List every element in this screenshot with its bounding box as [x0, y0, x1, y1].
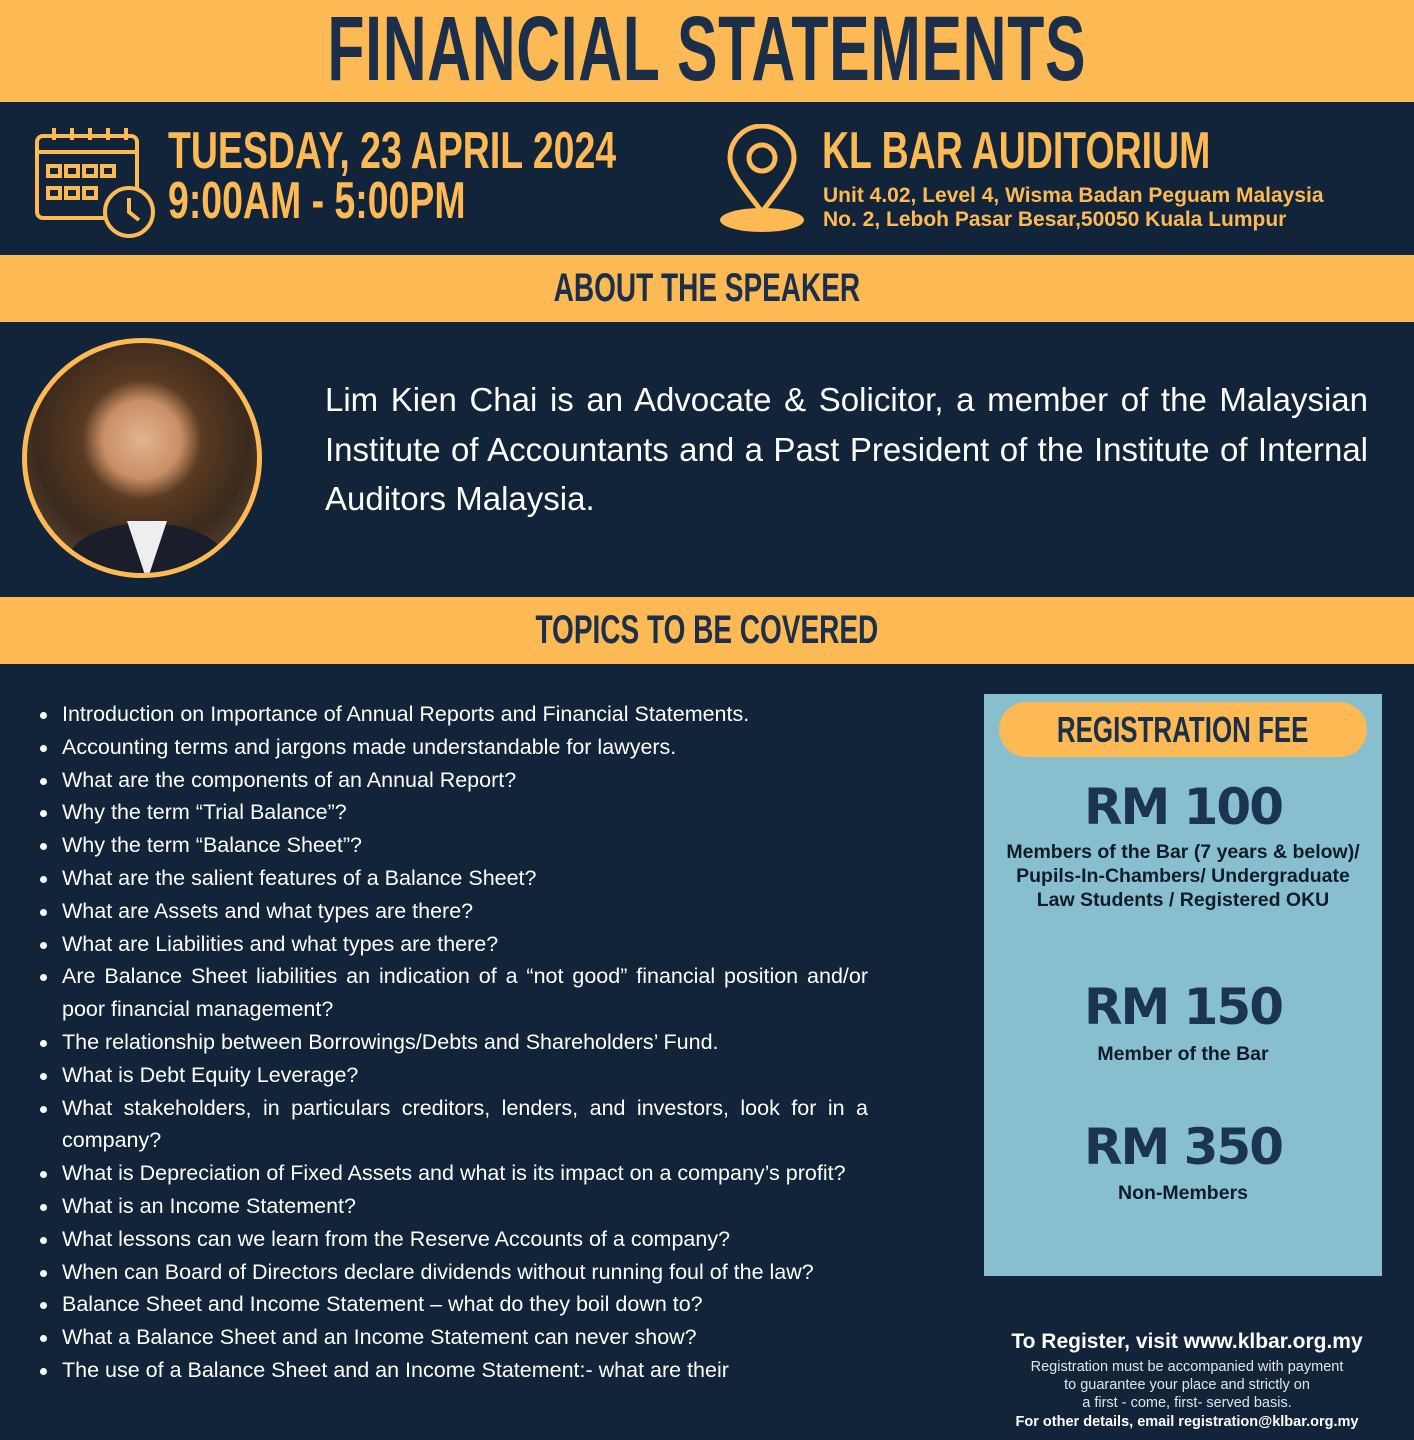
speaker-photo — [22, 338, 262, 578]
topic-item: What are Assets and what types are there? — [38, 895, 868, 928]
topic-item: What is Debt Equity Leverage? — [38, 1059, 868, 1092]
calendar-icon — [34, 124, 158, 240]
topic-item: What are Liabilities and what types are there? — [38, 928, 868, 961]
topic-item: What a Balance Sheet and an Income Statement can never show? — [38, 1321, 868, 1354]
fee-desc: Non-Members — [1117, 1182, 1249, 1204]
registration-fee-panel — [984, 694, 1382, 1276]
fee-price: RM 350 — [1083, 1118, 1283, 1176]
fee-heading: REGISTRATION FEE — [1057, 708, 1309, 750]
venue-address-line2: No. 2, Leboh Pasar Besar,50050 Kuala Lumpur — [823, 208, 1287, 231]
topic-item: Why the term “Trial Balance”? — [38, 796, 868, 829]
register-link[interactable]: To Register, visit www.klbar.org.my — [1011, 1330, 1363, 1353]
topic-item: What lessons can we learn from the Reserve Accounts of a company? — [38, 1223, 868, 1256]
topic-item: What is Depreciation of Fixed Assets and what is its impact on a company’s profit? — [38, 1157, 868, 1190]
topic-item: Introduction on Importance of Annual Reports and Financial Statements. — [38, 698, 868, 731]
event-date: TUESDAY, 23 APRIL 2024 — [168, 122, 617, 180]
note-line: to guarantee your place and strictly on — [1064, 1377, 1310, 1393]
topic-item: What is an Income Statement? — [38, 1190, 868, 1223]
event-time: 9:00AM - 5:00PM — [168, 172, 466, 230]
note-line: a first - come, first- served basis. — [1082, 1395, 1292, 1411]
about-speaker-banner — [0, 255, 1414, 322]
topic-item: Are Balance Sheet liabilities an indication of a “not good” financial position and/or poor financial management? — [38, 960, 868, 1026]
page-title: FINANCIAL STATEMENTS — [327, 0, 1087, 100]
topic-item: The relationship between Borrowings/Debts and Shareholders’ Fund. — [38, 1026, 868, 1059]
topics-list — [38, 698, 868, 1387]
topic-item: Balance Sheet and Income Statement – what do they boil down to? — [38, 1288, 868, 1321]
topic-item: What stakeholders, in particulars creditors, lenders, and investors, look for in a company? — [38, 1092, 868, 1158]
registration-fee-heading-pill — [999, 702, 1367, 757]
topic-item: When can Board of Directors declare dividends without running foul of the law? — [38, 1256, 868, 1289]
register-note — [960, 1358, 1414, 1412]
venue-address-line1: Unit 4.02, Level 4, Wisma Badan Peguam Malaysia — [823, 184, 1324, 207]
topics-banner — [0, 597, 1414, 664]
fee-price: RM 100 — [1083, 778, 1283, 836]
fee-desc: Members of the Bar (7 years & below)/ Pupils-In-Chambers/ Undergraduate Law Students / Registered OKU — [1006, 841, 1360, 911]
topics-heading: TOPICS TO BE COVERED — [535, 608, 879, 652]
speaker-bio: Lim Kien Chai is an Advocate & Solicitor, a member of the Malaysian Institute of Accountants and a Past President of the Institute of Internal Auditors Malaysia. — [325, 381, 1368, 517]
topic-item: Accounting terms and jargons made understandable for lawyers. — [38, 731, 868, 764]
fee-desc: Member of the Bar — [1097, 1043, 1269, 1065]
location-pin-icon — [716, 124, 808, 236]
title-banner — [0, 0, 1414, 102]
about-heading: ABOUT THE SPEAKER — [553, 266, 861, 310]
topic-item: The use of a Balance Sheet and an Income Statement:- what are their — [38, 1354, 868, 1387]
topic-item: What are the components of an Annual Report? — [38, 764, 868, 797]
note-line: Registration must be accompanied with payment — [1030, 1359, 1344, 1375]
topic-item: What are the salient features of a Balance Sheet? — [38, 862, 868, 895]
contact-email[interactable]: For other details, email registration@klbar.org.my — [1015, 1414, 1359, 1430]
fee-price: RM 150 — [1083, 978, 1283, 1036]
event-info — [0, 102, 1414, 255]
topic-item: Why the term “Balance Sheet”? — [38, 829, 868, 862]
venue-name: KL BAR AUDITORIUM — [822, 122, 1211, 180]
